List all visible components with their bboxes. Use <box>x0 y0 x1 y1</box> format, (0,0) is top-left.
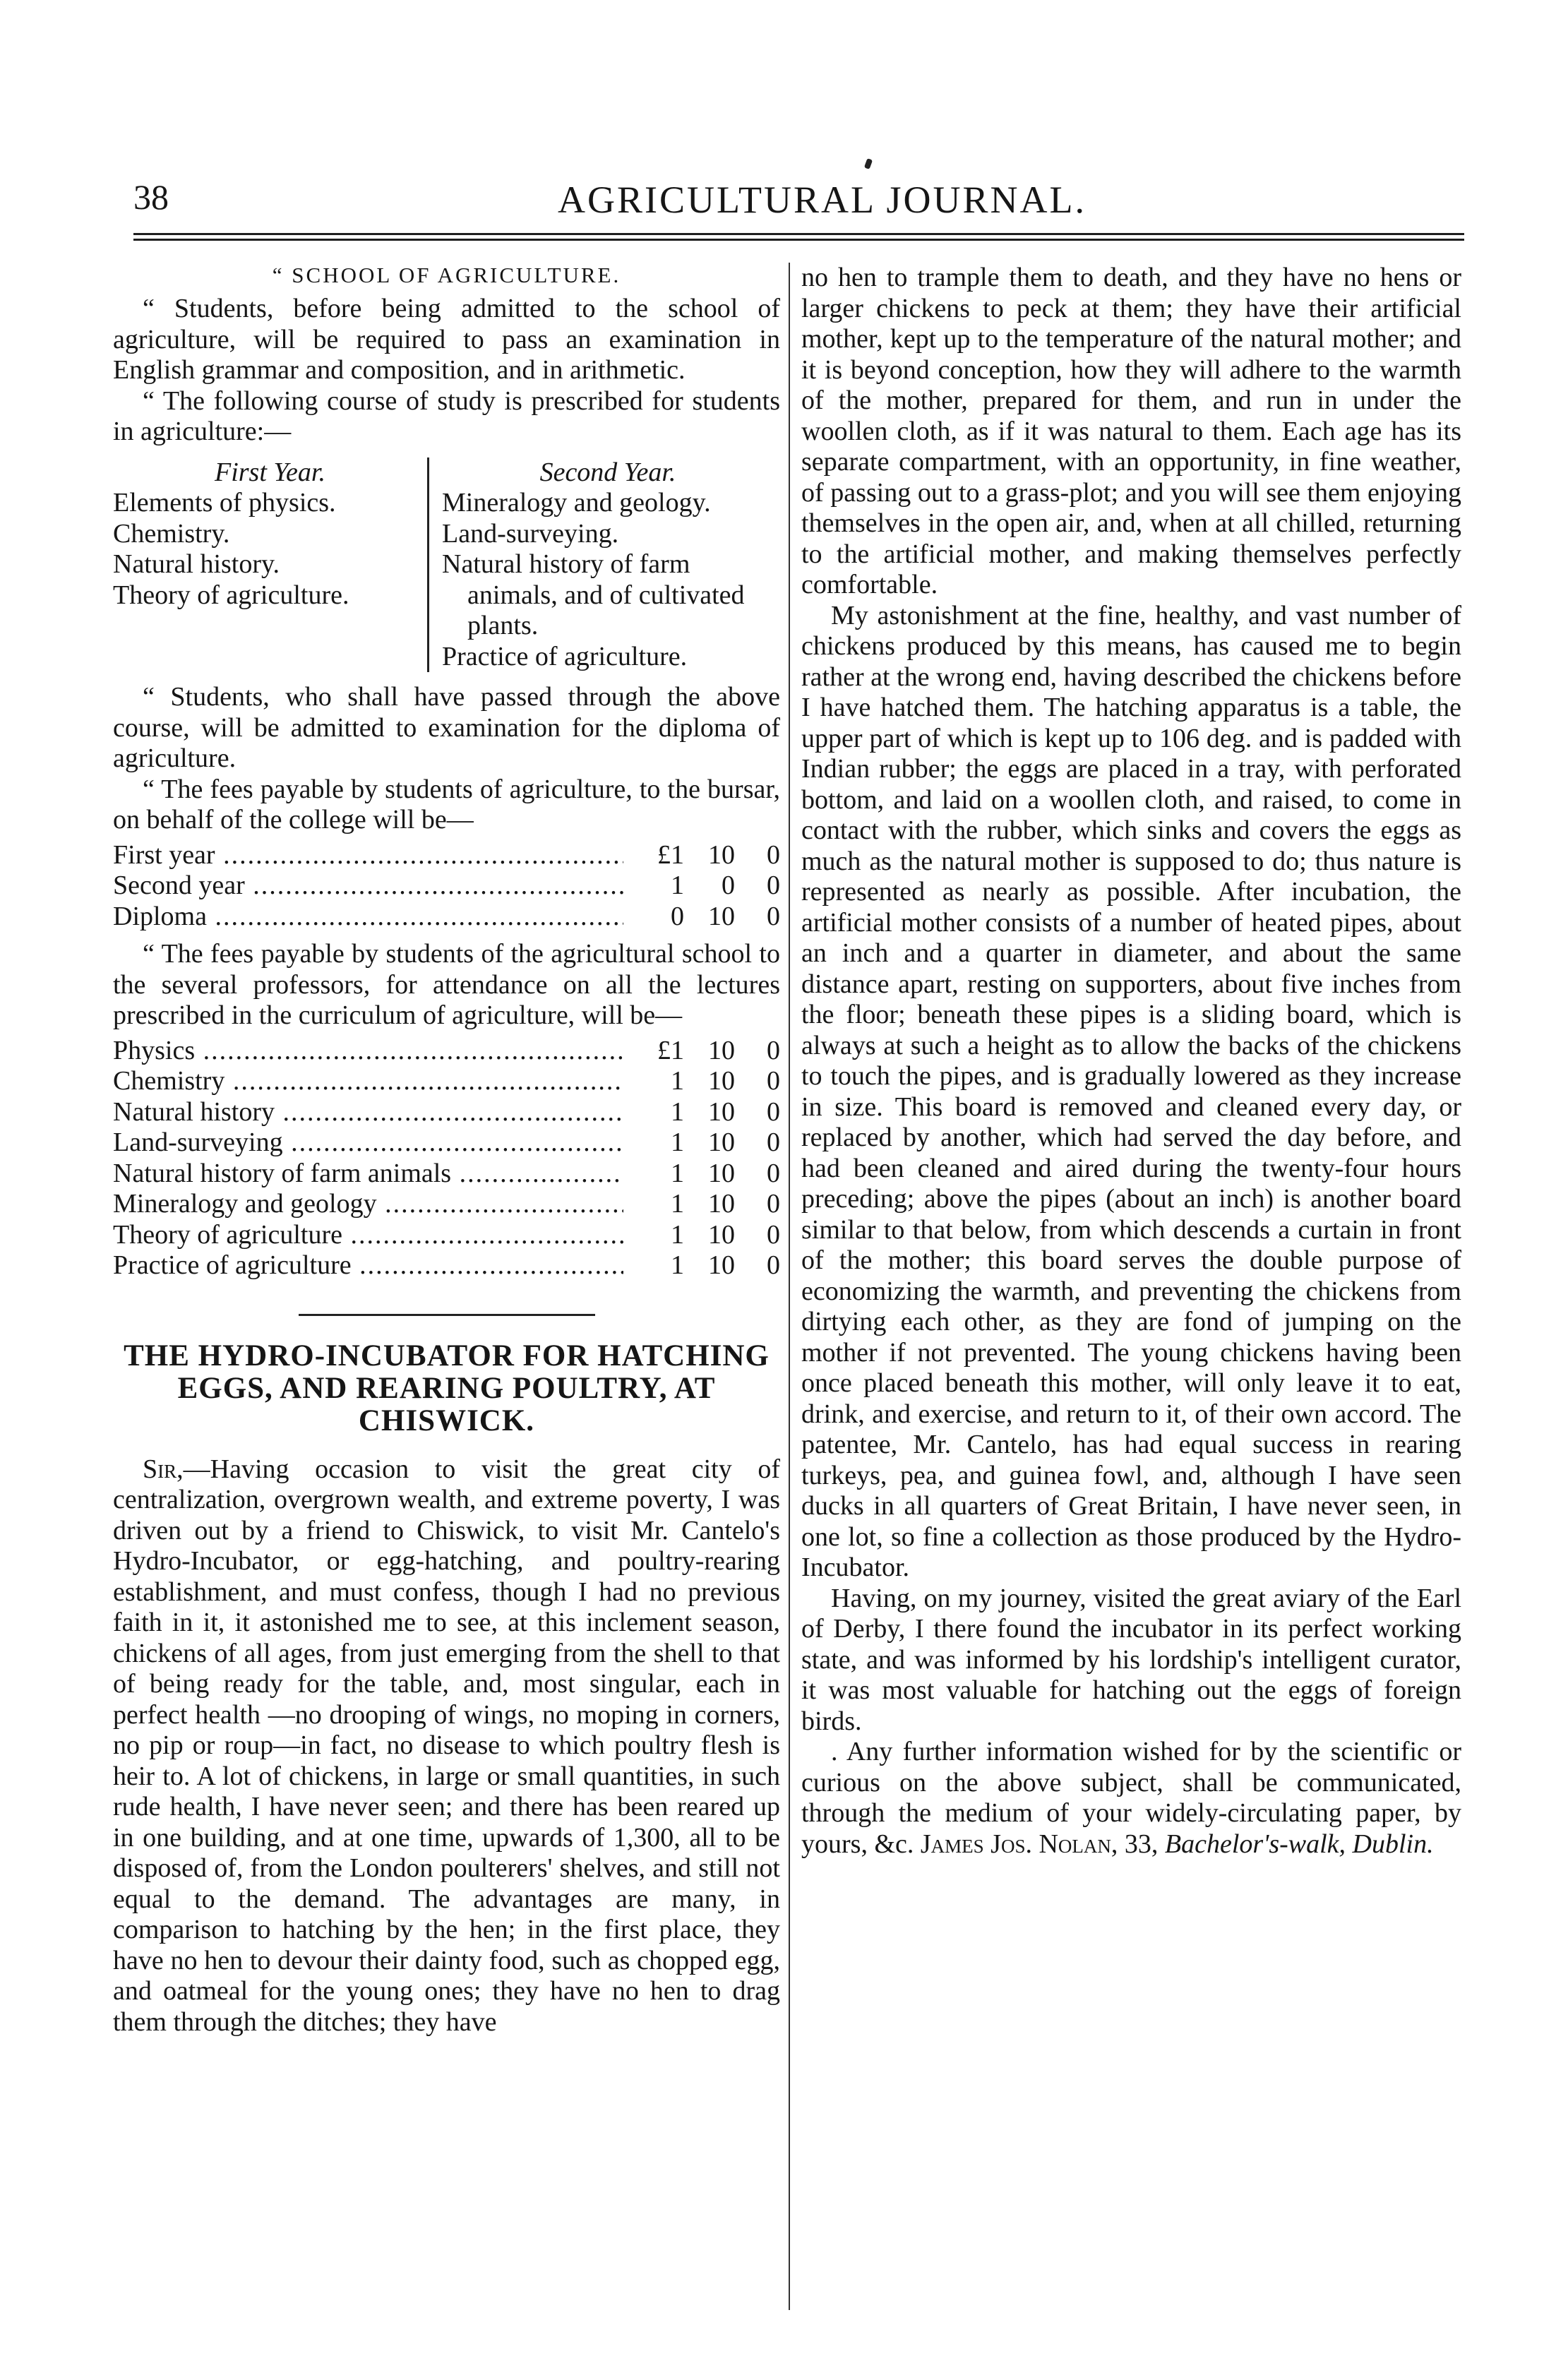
fee-shillings: 10 <box>708 1035 735 1065</box>
fee-shillings: 10 <box>708 1189 735 1219</box>
fee-pounds: 1 <box>671 1250 684 1280</box>
fee-label: Second year ..... <box>113 871 623 902</box>
fee-pence: 0 <box>767 1066 780 1096</box>
course-item: Natural history of farm animals, and of cultivated plants. <box>442 549 745 640</box>
header-rule-top <box>133 233 1464 235</box>
fee-pounds: 1 <box>671 1066 684 1096</box>
course-item: Theory of agriculture. <box>113 580 349 610</box>
aviary-paragraph: Having, on my journey, visited the great aviary of the Earl of Derby, I there found the incubator in its perfect working state, and was informed by his lordship's intelligent curator, it was most valuable for hatching out the eggs of foreign birds. <box>801 1583 1461 1736</box>
closing-text: . Any further information wished for by the scientific or curious on the above subject, shall be communicated, through the medium of your widely-circulating paper, by yours, &c. <box>801 1737 1461 1859</box>
fee-label: Natural history of farm animals ..... <box>113 1159 623 1190</box>
fee-pounds: 1 <box>671 1219 684 1250</box>
fee-row <box>113 871 780 902</box>
fee-pence: 0 <box>767 1250 780 1280</box>
intro-paragraph: “ Students, before being admitted to the school of agriculture, will be required to pass an examination in English grammar and composition, and in arithmetic. <box>113 294 780 385</box>
fee-row <box>113 1036 780 1067</box>
course-item: Practice of agriculture. <box>442 641 688 671</box>
fee-pounds: 1 <box>671 871 684 900</box>
fee-label: Mineralogy and geology ..... <box>113 1189 623 1220</box>
fee-row <box>113 1250 780 1281</box>
running-title: AGRICULTURAL JOURNAL. <box>558 179 1087 221</box>
fee-label: Physics ..... <box>113 1036 623 1067</box>
fee-row <box>113 1220 780 1251</box>
fee-pounds: £1 <box>657 1035 684 1065</box>
article-body: —Having occasion to visit the great city of centralization, overgrown wealth, and extreme poverty, I was driven out by a friend to Chiswick, to visit Mr. Cantelo's Hydro-Incubator, or egg-hatching, and poultry-rearing establishment, and must confess, though I had no previous faith in it, it astonished me to see, at this inclement season, chickens of all ages, from just emerging from the shell to that of being ready for the table, and, most singular, each in perfect health —no drooping of wings, no moping in corners, no pip or roup—in fact, no disease to which poultry flesh is heir to. A lot of chickens, in large or small quantities, in such rude health, I have never seen; and there has been reared up in one building, and at one time, upwards of 1,300, all to be disposed of, from the London poulterers' shelves, and still not equal to the demand. The advantages are many, in comparison to hatching by the hen; in the first place, they have no hen to devour their dainty food, such as chopped egg, and oatmeal for the young ones; they have no hen to drag them through the ditches; they have <box>113 1454 780 2037</box>
fee-pence: 0 <box>767 839 780 870</box>
fee-label: First year ..... <box>113 840 623 871</box>
course-item: Chemistry. <box>113 518 230 549</box>
fee-pence: 0 <box>767 1096 780 1127</box>
signature-number: 33, <box>1124 1829 1159 1859</box>
article-paragraph <box>113 1454 780 2038</box>
fee-row <box>113 1159 780 1190</box>
closing-paragraph <box>801 1737 1461 1860</box>
left-column <box>113 263 780 2038</box>
salutation: Sir, <box>143 1454 184 1484</box>
fee-shillings: 10 <box>708 1127 735 1157</box>
article-title: THE HYDRO-INCUBATOR FOR HATCHING EGGS, AND REARING POULTRY, AT CHISWICK. <box>124 1339 770 1437</box>
fee-label: Diploma ..... <box>113 902 623 933</box>
fee-pounds: 1 <box>671 1189 684 1219</box>
fee-shillings: 10 <box>708 1219 735 1250</box>
fee-label: Natural history ..... <box>113 1097 623 1128</box>
fee-row <box>113 840 780 871</box>
fee-row <box>113 902 780 933</box>
fee-label: Practice of agriculture ..... <box>113 1250 623 1281</box>
fee-shillings: 10 <box>708 1158 735 1188</box>
fee-pence: 0 <box>767 1219 780 1250</box>
fee-label: Land-surveying ..... <box>113 1127 623 1159</box>
course-item: Mineralogy and geology. <box>442 488 711 518</box>
professor-fees-table <box>113 1036 780 1281</box>
fee-row <box>113 1066 780 1097</box>
column-divider <box>789 263 790 2310</box>
fee-shillings: 10 <box>708 1066 735 1096</box>
course-table <box>113 457 780 673</box>
fee-shillings: 0 <box>722 871 735 900</box>
astonishment-paragraph: My astonishment at the fine, healthy, and vast number of chickens produced by this means, has caused me to begin rather at the wrong end, having described the chickens before I have hatched them. The hatching apparatus is a table, the upper part of which is kept up to 106 deg. and is padded with Indian rubber; the eggs are placed in a tray, with perforated bottom, and laid on a woollen cloth, and raised, to come in contact with the rubber, which sinks and covers the eggs as much as the natural mother is supposed to do; thus nature is represented as nearly as possible. After incubation, the artificial mother consists of a number of heated pipes, about an inch and a quarter in diameter, and about the same distance apart, resting on supporters, about five inches from the floor; beneath these pipes is a sliding board, which is always at such a height as to allow the backs of the chickens to touch the pipes, and is gradually lowered as they increase in size. This board is removed and cleaned every day, or replaced by another, which had served the day before, and had been cleaned and aired during the twenty-four hours preceding; above the pipes (about an inch) is another board similar to that below, from which descends a curtain in front of the mother; this board serves the double purpose of economizing the warmth, and preventing the chickens from dirtying each other, as they are fond of jumping on the mother if not prevented. The young chickens having been once placed beneath this mother, will only leave it to eat, drink, and exercise, and return to it, of their own accord. The patentee, Mr. Cantelo, has had equal success in rearing turkeys, pea, and guinea fowl, and, although I have seen ducks in all quarters of Great Britain, I have never seen, in one lot, so fine a collection as those produced by the Hydro-Incubator. <box>801 600 1461 1582</box>
fee-pence: 0 <box>767 1127 780 1157</box>
ink-speck <box>864 158 873 169</box>
fee-shillings: 10 <box>708 901 735 931</box>
fee-pounds: 1 <box>671 1096 684 1127</box>
course-intro: “ The following course of study is prescribed for students in agriculture:— <box>113 385 780 446</box>
fee-pence: 0 <box>767 1035 780 1065</box>
page-number: 38 <box>133 177 169 217</box>
course-item: Natural history. <box>113 549 280 579</box>
signature-address: Bachelor's-walk, Dublin. <box>1164 1829 1434 1859</box>
section-title: “ SCHOOL OF AGRICULTURE. <box>272 263 621 287</box>
fee-pence: 0 <box>767 871 780 900</box>
course-item: Elements of physics. <box>113 488 336 518</box>
fee-pence: 0 <box>767 1158 780 1188</box>
bursar-intro: “ The fees payable by students of agriculture, to the bursar, on behalf of the college will be— <box>113 774 780 834</box>
fee-label: Chemistry ..... <box>113 1066 623 1097</box>
fee-row <box>113 1097 780 1128</box>
fee-pounds: 1 <box>671 1127 684 1157</box>
fee-shillings: 10 <box>708 839 735 870</box>
fee-pence: 0 <box>767 1189 780 1219</box>
fee-pounds: 1 <box>671 1158 684 1188</box>
header-rule-bottom <box>133 239 1464 241</box>
second-year-heading: Second Year. <box>539 457 676 487</box>
fee-shillings: 10 <box>708 1096 735 1127</box>
fee-pence: 0 <box>767 901 780 931</box>
first-year-column <box>113 457 427 673</box>
signature-name: James Jos. Nolan, <box>920 1829 1118 1859</box>
examination-paragraph: “ Students, who shall have passed through the above course, will be admitted to examination for the diploma of agriculture. <box>113 682 780 773</box>
fee-label: Theory of agriculture ..... <box>113 1220 623 1251</box>
fee-pounds: £1 <box>657 839 684 870</box>
fee-row <box>113 1189 780 1220</box>
fee-pounds: 0 <box>671 901 684 931</box>
professor-intro: “ The fees payable by students of the agricultural school to the several professors, for attendance on all the lectures prescribed in the curriculum of agriculture, will be— <box>113 939 780 1030</box>
continuation-paragraph: no hen to trample them to death, and they have no hens or larger chickens to peck at them; they have their artificial mother, kept up to the temperature of the natural mother; and it is beyond conception, how they will adhere to the warmth of the mother, prepared for them, and run in under the woollen cloth, as if it was natural to them. Each age has its separate compartment, with an opportunity, in fine weather, of passing out to a grass-plot; and you will see them enjoying themselves in the open air, and, when at all chilled, returning to the artificial mother, and making themselves perfectly comfortable. <box>801 263 1461 599</box>
section-divider <box>299 1314 595 1316</box>
second-year-column <box>427 457 774 673</box>
first-year-heading: First Year. <box>215 457 325 487</box>
course-item: Land-surveying. <box>442 518 619 549</box>
fee-row <box>113 1127 780 1159</box>
right-column <box>801 263 1461 1860</box>
fee-shillings: 10 <box>708 1250 735 1280</box>
bursar-fees-table <box>113 840 780 933</box>
